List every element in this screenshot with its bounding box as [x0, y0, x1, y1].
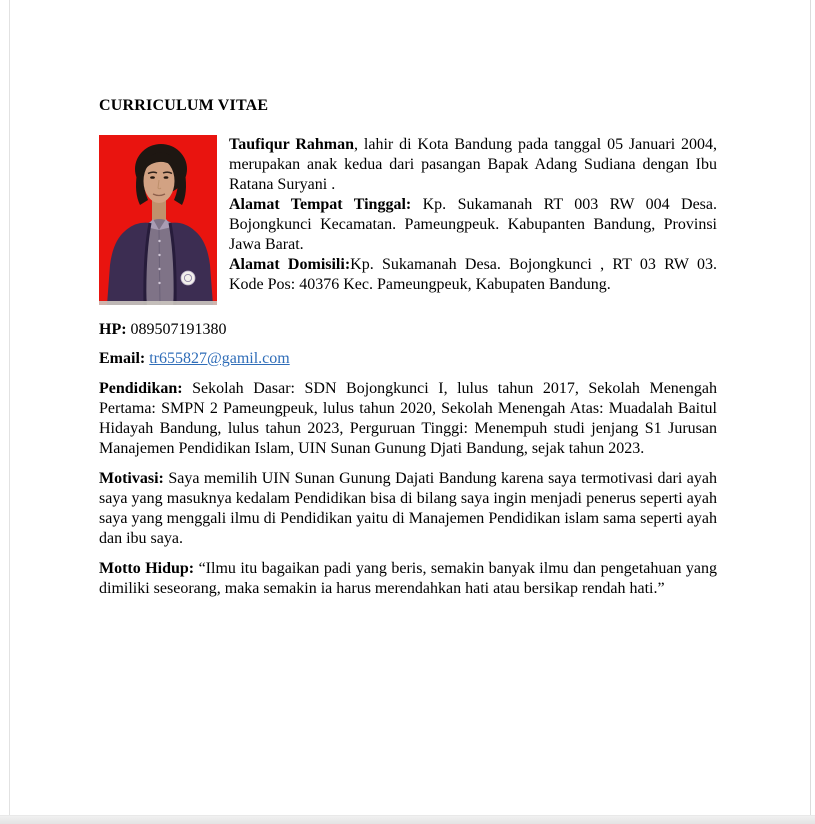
person-name: Taufiqur Rahman [229, 136, 355, 153]
page-bottom-edge [0, 815, 815, 824]
phone-line [99, 320, 717, 340]
residence-paragraph: Alamat Tempat Tinggal: Kp. Sukamanah RT 003 RW 004 Desa. Bojongkunci Kecamatan. Pameungpeuk. Kabupanten Bandung, Provinsi Jawa Barat. [229, 196, 718, 253]
portrait-illustration [99, 135, 217, 305]
email-label: Email: [99, 350, 146, 367]
domicile-paragraph: Alamat Domisili:Kp. Sukamanah Desa. Bojongkunci , RT 03 RW 03. Kode Pos: 40376 Kec. Pameungpeuk, Kabupaten Bandung. [229, 256, 717, 293]
education-paragraph: Pendidikan: Sekolah Dasar: SDN Bojongkunci I, lulus tahun 2017, Sekolah Menengah Pertama: SMPN 2 Pameungpeuk, lulus tahun 2020, Sekolah Menengah Atas: Muadalah Baitul Hidayah Bandung, lulus tahun 2023, Perguruan Tinggi: Menempuh studi jenjang S1 Jurusan Manajemen Pendidikan Islam, UIN Sunan Gunung Djati Bandung, sejak tahun 2023. [99, 380, 717, 457]
email-link[interactable]: tr655827@gamil.com [149, 350, 290, 367]
bio-section [99, 135, 717, 295]
motivation-label: Motivasi: [99, 470, 164, 487]
right-eye [164, 176, 169, 179]
badge-pin [181, 271, 195, 285]
motto-paragraph: Motto Hidup: “Ilmu itu bagaikan padi yang beris, semakin banyak ilmu dan pengetahuan yang dimiliki seseorang, maka semakin ia harus merendahkan hati atau bersikap rendah hati.” [99, 560, 718, 597]
phone-value: 089507191380 [126, 321, 227, 338]
motto-label: Motto Hidup: [99, 560, 195, 577]
left-eye [150, 176, 155, 179]
motivation-paragraph: Motivasi: Saya memilih UIN Sunan Gunung Dajati Bandung karena saya termotivasi dari ayah saya yang masuknya kedalam Pendidikan bisa di bilang saya ingin menjadi penerus seperti ayah saya yang menggali ilmu di Pendidikan yaitu di Manajemen Pendidikan islam sama seperti ayah dan ibu saya. [99, 470, 717, 547]
photo-floor-strip [99, 301, 217, 305]
bio-paragraph: Taufiqur Rahman, lahir di Kota Bandung pada tanggal 05 Januari 2004, merupakan anak kedua dari pasangan Bapak Adang Sudiana dengan Ibu Ratana Suryani . [229, 136, 718, 193]
email-line [99, 349, 717, 369]
phone-label: HP: [99, 321, 127, 338]
page-edge-left [9, 0, 10, 815]
domicile-label: Alamat Domisili: [229, 256, 351, 273]
cv-content [99, 0, 717, 599]
profile-photo [99, 135, 217, 305]
page-title: CURRICULUM VITAE [99, 97, 269, 114]
education-label: Pendidikan: [99, 380, 183, 397]
residence-label: Alamat Tempat Tinggal: [229, 196, 412, 213]
page-edge-right [810, 0, 811, 815]
